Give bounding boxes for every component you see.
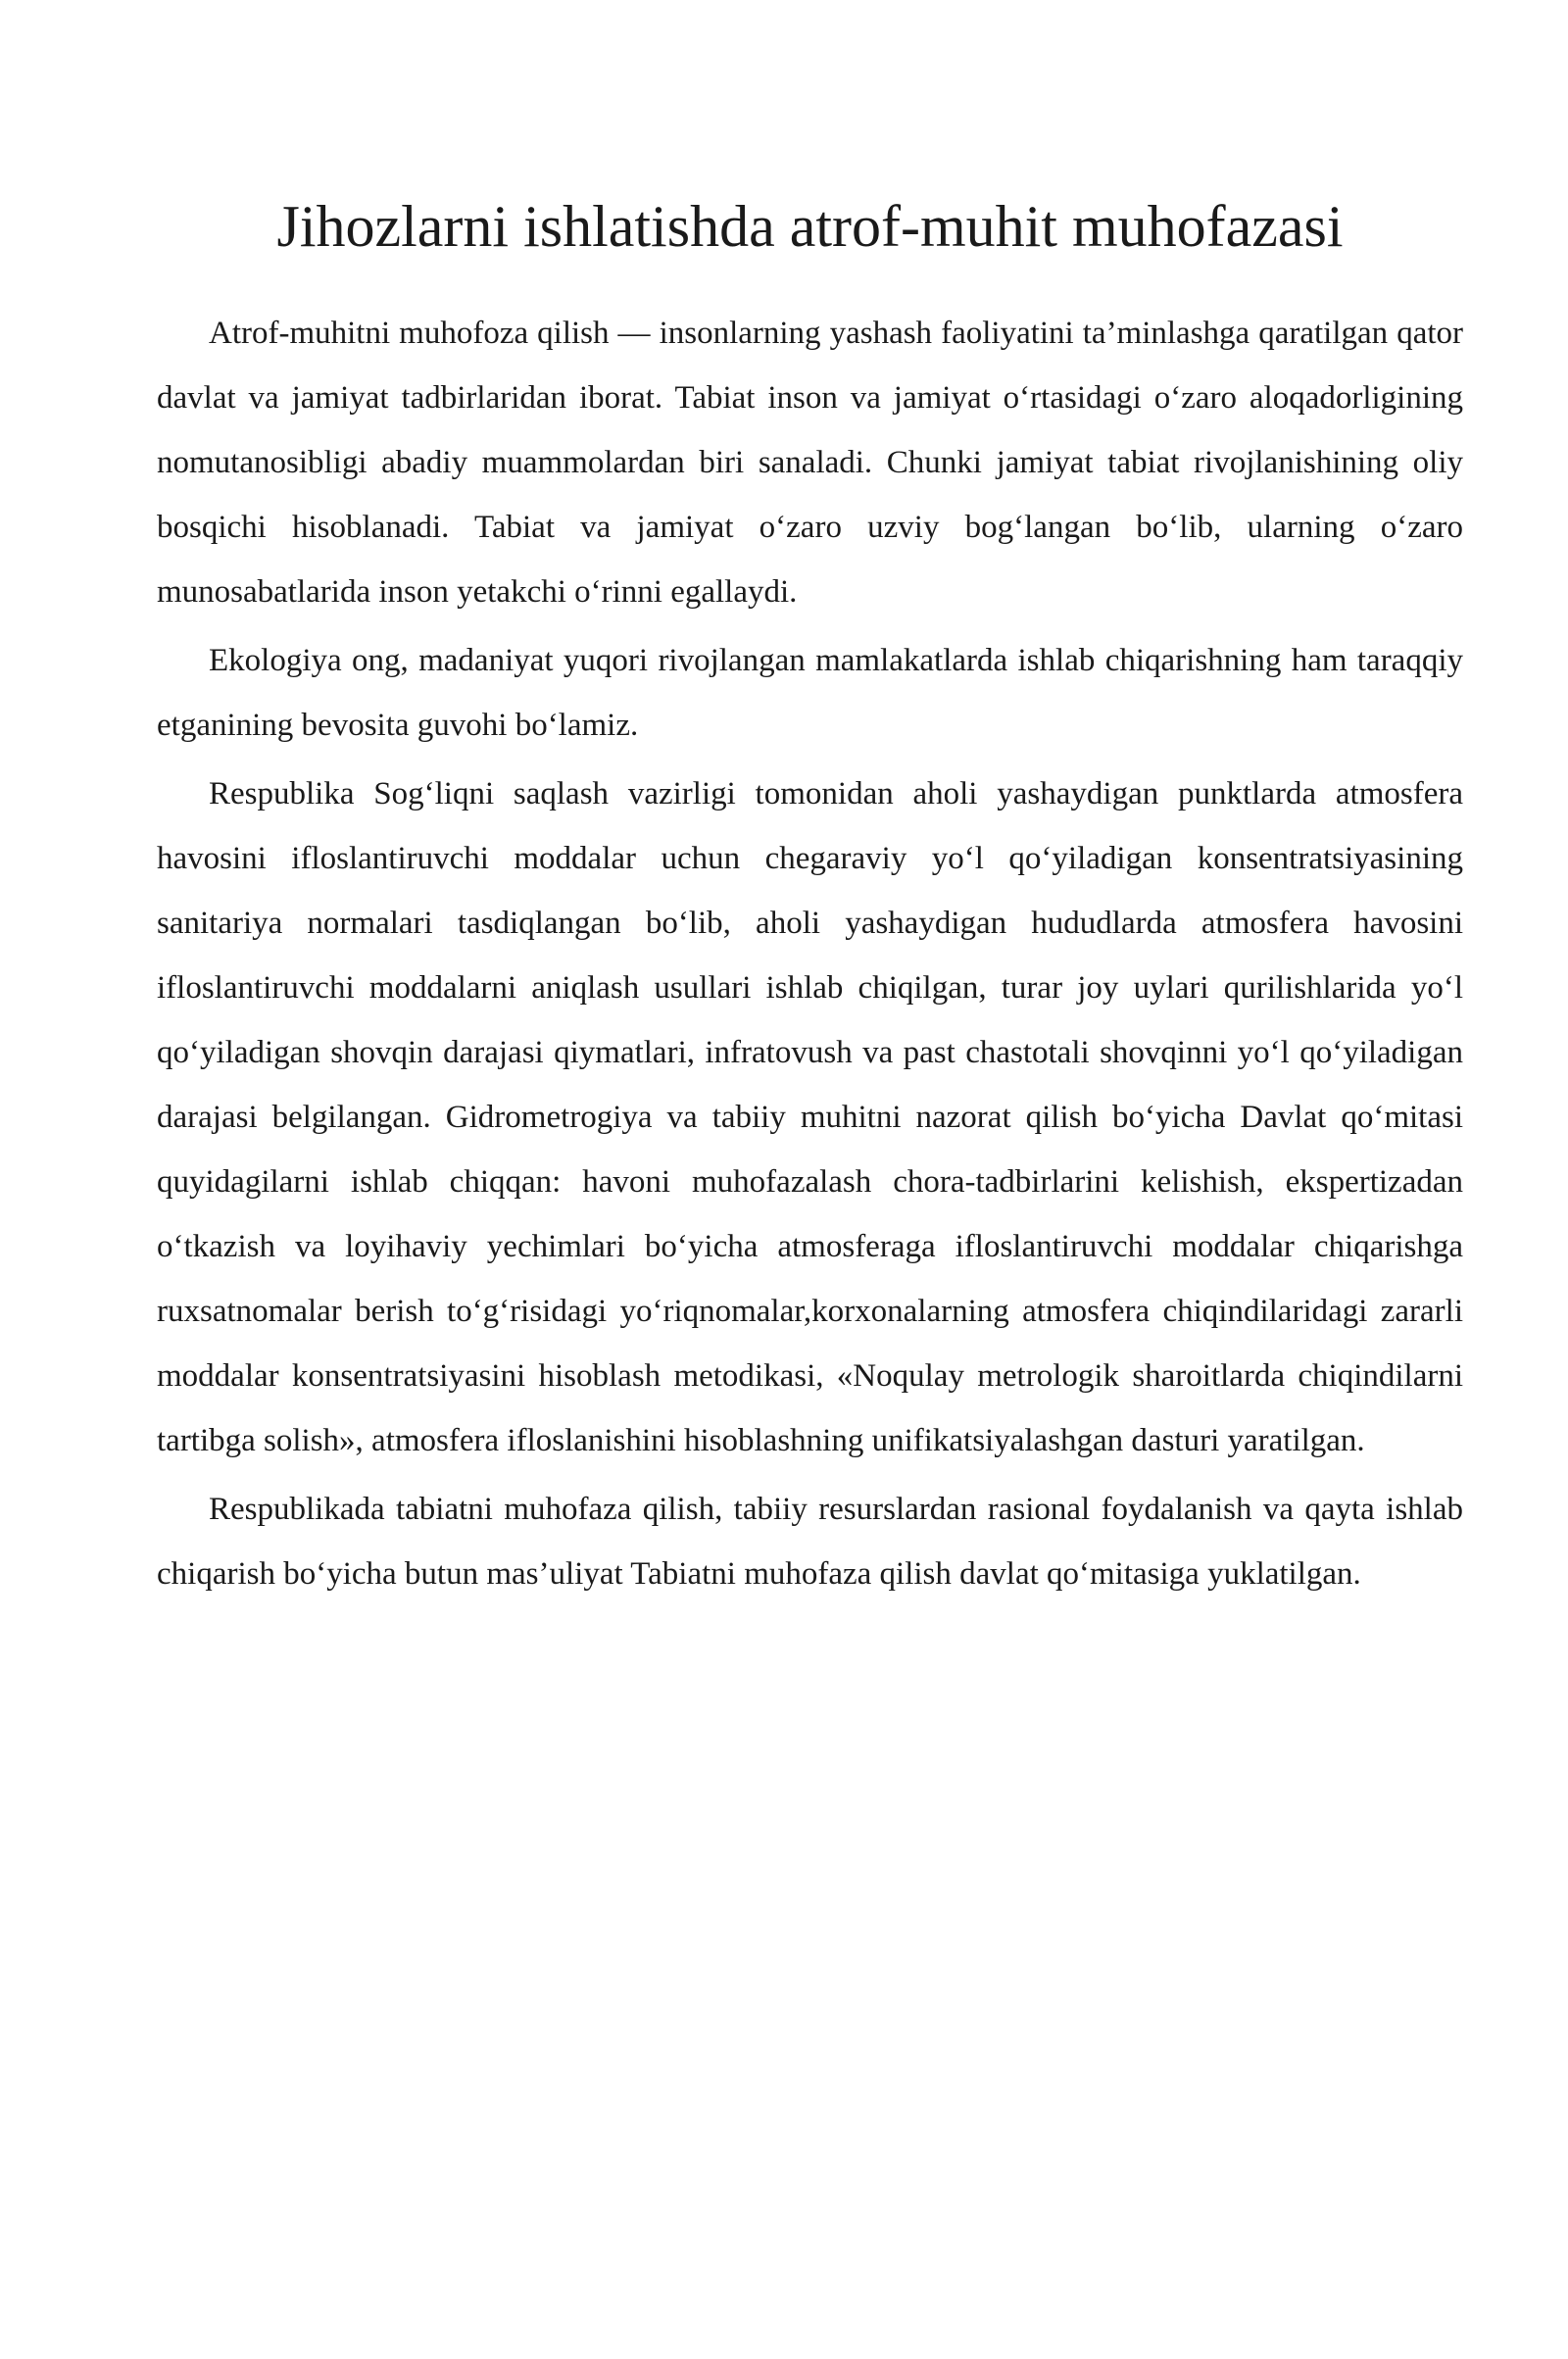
document-page xyxy=(157,191,1463,1610)
paragraph-responsibility: Respublikada tabiatni muhofaza qilish, tabiiy resurslardan rasional foydalanish va qayta ishlab chiqarish bo‘yicha butun mas’uliyat Tabiatni muhofaza qilish davlat qo‘mitasiga yuklatilgan. xyxy=(157,1492,1463,1592)
paragraph-regulations: Respublika Sog‘liqni saqlash vazirligi tomonidan aholi yashaydigan punktlarda atmosfera havosini ifloslantiruvchi moddalar uchun chegaraviy yo‘l qo‘yiladigan konsentratsiyasining sanitariya normalari tasdiqlangan bo‘lib, aholi yashaydigan hududlarda atmosfera havosini ifloslantiruvchi moddalarni aniqlash usullari ishlab chiqilgan, turar joy uylari qurilishlarida yo‘l qo‘yiladigan shovqin darajasi qiymatlari, infratovush va past chastotali shovqinni yo‘l qo‘yiladigan darajasi belgilangan. Gidrometrogiya va tabiiy muhitni nazorat qilish bo‘yicha Davlat qo‘mitasi quyidagilarni ishlab chiqqan: havoni muhofazalash chora-tadbirlarini kelishish, ekspertizadan o‘tkazish va loyihaviy yechimlari bo‘yicha atmosferaga ifloslantiruvchi moddalar chiqarishga ruxsatnomalar berish to‘g‘risidagi yo‘riqnomalar,korxonalarning atmosfera chiqindilaridagi zararli moddalar konsentratsiyasini hisoblash metodikasi, «Noqulay metrologik sharoitlarda chiqindilarni tartibga solish», atmosfera ifloslanishini hisoblashning unifikatsiyalashgan dasturi yaratilgan. xyxy=(157,776,1463,1458)
paragraph-ecology: Ekologiya ong, madaniyat yuqori rivojlangan mamlakatlarda ishlab chiqarishning ham taraqqiy etganining bevosita guvohi bo‘lamiz. xyxy=(157,643,1463,743)
paragraph-definition: Atrof-muhitni muhofoza qilish — insonlarning yashash faoliyatini ta’minlashga qaratilgan qator davlat va jamiyat tadbirlaridan iborat. Tabiat inson va jamiyat o‘rtasidagi o‘zaro aloqadorligining nomutanosibligi abadiy muammolardan biri sanaladi. Chunki jamiyat tabiat rivojlanishining oliy bosqichi hisoblanadi. Tabiat va jamiyat o‘zaro uzviy bog‘langan bo‘lib, ularning o‘zaro munosabatlarida inson yetakchi o‘rinni egallaydi. xyxy=(157,316,1463,610)
document-title: Jihozlarni ishlatishda atrof-muhit muhofazasi xyxy=(276,194,1344,259)
